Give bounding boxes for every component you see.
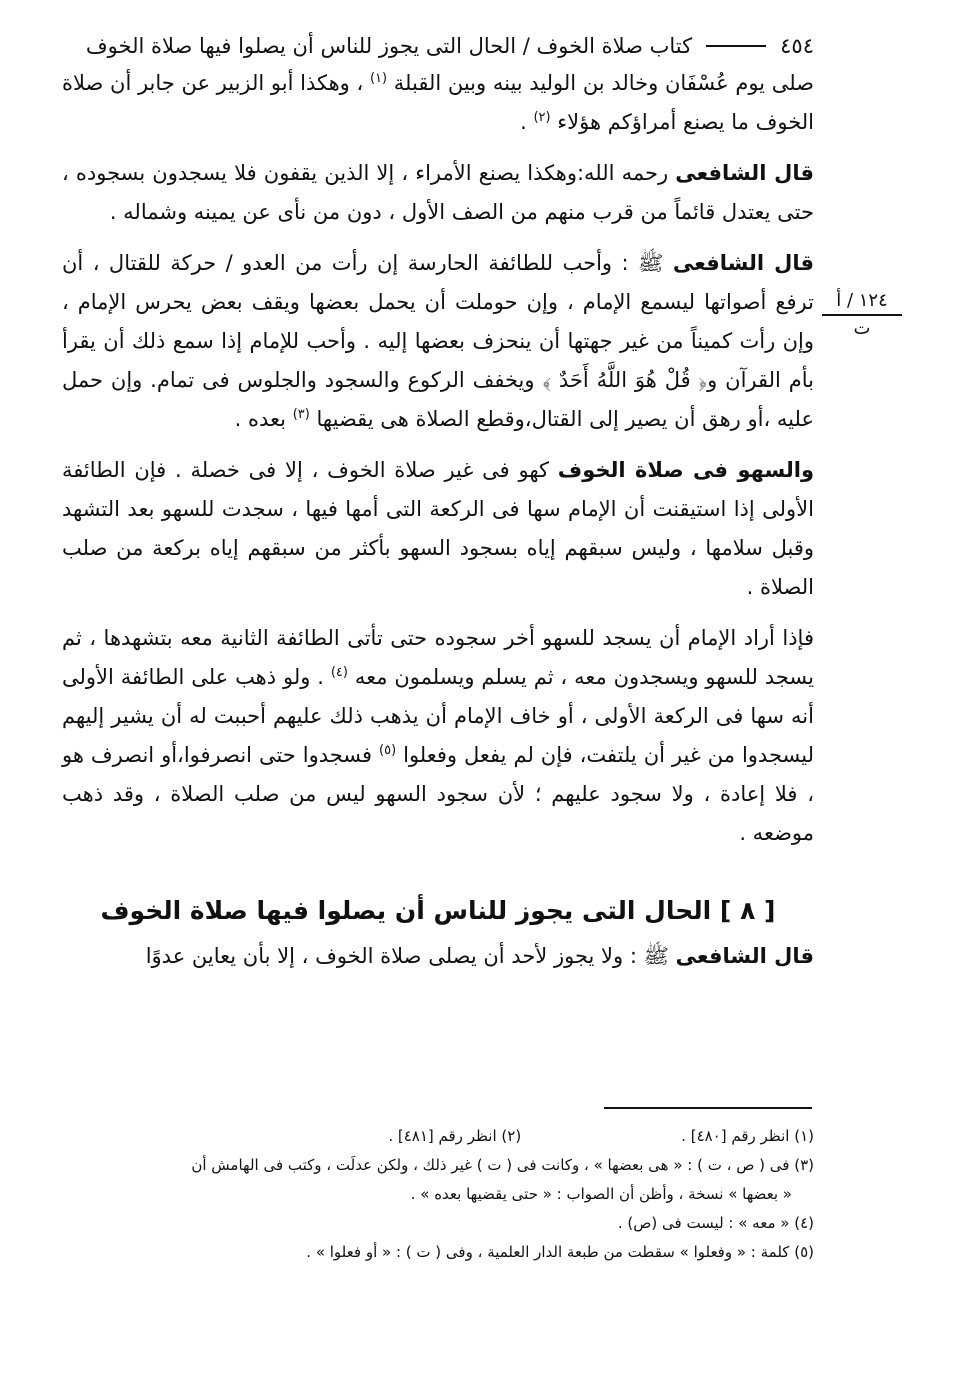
paragraph-text: بعده . <box>234 407 287 431</box>
paragraph-lead: قال الشافعى <box>675 161 814 185</box>
paragraph-3 <box>62 244 814 439</box>
section-heading: [ ٨ ] الحال التى يجوز للناس أن يصلوا فيها صلاة الخوف <box>100 896 776 925</box>
paragraph-text: كهو فى غير صلاة الخوف ، إلا فى خصلة . فإن الطائفة الأولى إذا استيقنت أن الإمام سها فى الركعة التى أمها فيها ، سجدت للسهو بعد التشهد وقبل سلامها ، وليس سبقهم إياه بسجود السهو بأكثر من سبقهم إياه بركعة من صلب الصلاة . <box>62 458 814 599</box>
page-body <box>62 28 814 988</box>
paragraph-lead: والسهو فى صلاة الخوف <box>557 458 814 482</box>
page-number: ٤٥٤ <box>780 34 814 58</box>
section-paragraph <box>62 937 814 976</box>
paragraph-4 <box>62 451 814 607</box>
footnote-ref: (٥) <box>379 743 397 758</box>
footnote-4: (٤) « معه » : ليست فى (ص) . <box>617 1214 814 1232</box>
margin-note <box>822 290 902 340</box>
footnote-ref: (١) <box>369 71 388 86</box>
paragraph-text: ﷺ : ولا يجوز لأحد أن يصلى صلاة الخوف ، إلا بأن يعاين عدوًا <box>145 944 669 968</box>
paragraph-text: ، وهكذا أبو الزبير عن جابر أن صلاة الخوف ما يصنع أمراؤكم هؤلاء <box>62 71 814 134</box>
paragraph-text: فسجدوا حتى انصرفوا،أو انصرف هو ، فلا إعادة ، ولا سجود عليهم ؛ لأن سجود السهو ليس من صلب الصلاة ، وقد ذهب موضعه . <box>62 743 814 845</box>
paragraph-text: ﷺ : وأحب للطائفة الحارسة إن رأت من العدو / حركة للقتال ، أن ترفع أصواتها ليسمع الإمام ، وإن حوملت أن يحمل بعضها ويقف بعض يحرس الإمام ، وإن رأت كميناً من غير جهتها أن ينحزف بعضها إليه . وأحب للإمام إذا سمع ذلك أن يقرأ بأم القرآن و﴿ قُلْ هُوَ اللَّهُ أَحَدٌ ﴾ ويخفف الركوع والسجود والجلوس فى تمام. وإن حمل عليه ،أو رهق أن يصير إلى القتال،وقطع الصلاة هى يقضيها <box>62 251 814 431</box>
footnote-5: (٥) كلمة : « وفعلوا » سقطت من طبعة الدار العلمية ، وفى ( ت ) : « أو فعلوا » . <box>306 1243 814 1261</box>
header-dash <box>706 45 766 47</box>
margin-note-folio: ١٢٤ / أ <box>822 290 902 316</box>
footnote-1: (١) انظر رقم [٤٨٠] . <box>681 1127 814 1145</box>
paragraph-text: فإذا أراد الإمام أن يسجد للسهو أخر سجوده حتى تأتى الطائفة الثانية معه بتشهدها ، ثم يسجد للسهو ويسجدون معه ، ثم يسلم ويسلمون معه <box>62 626 814 689</box>
margin-note-source: ت <box>853 318 871 339</box>
paragraph-text: رحمه الله:وهكذا يصنع الأمراء ، إلا الذين يقفون فلا يسجدون بسجوده ، حتى يعتدل قائماً من قرب منهم من الصف الأول ، دون من نأى عن يمينه وشماله . <box>62 161 814 224</box>
paragraph-1 <box>62 64 814 142</box>
paragraph-2 <box>62 154 814 232</box>
running-head <box>62 28 814 64</box>
footnote-row <box>62 1122 814 1151</box>
footnote-ref: (٣) <box>292 407 310 422</box>
footnote-ref: (٢) <box>533 110 551 125</box>
footnote-divider <box>604 1107 812 1109</box>
running-head-title: كتاب صلاة الخوف / الحال التى يجوز للناس أن يصلوا فيها صلاة الخوف <box>85 34 693 58</box>
paragraph-5 <box>62 619 814 853</box>
footnotes <box>62 1122 814 1267</box>
footnote-2: (٢) انظر رقم [٤٨١] . <box>388 1127 522 1145</box>
paragraph-lead: قال الشافعى <box>672 251 814 275</box>
footnote-3: (٣) فى ( ص ، ت ) : « هى بعضها » ، وكانت فى ( ت ) غير ذلك ، ولكن عدلَت ، وكتب فى الهامش أن <box>191 1156 814 1174</box>
paragraph-text: صلى يوم عُسْفَان وخالد بن الوليد بينه وبين القبلة <box>393 71 814 95</box>
paragraph-text: . <box>520 110 527 134</box>
footnote-3-continued: « بعضها » نسخة ، وأظن أن الصواب : « حتى يقضيها بعده » . <box>410 1185 792 1203</box>
paragraph-lead: قال الشافعى <box>675 944 814 968</box>
footnote-ref: (٤) <box>330 665 348 680</box>
paragraph-text: . ولو ذهب على الطائفة الأولى أنه سها فى الركعة الأولى ، أو خاف الإمام أن يذهب ذلك عليهم أحببت له أن يشير إليهم ليسجدوا من غير أن يلتفت، فإن لم يفعل وفعلوا <box>62 665 814 767</box>
